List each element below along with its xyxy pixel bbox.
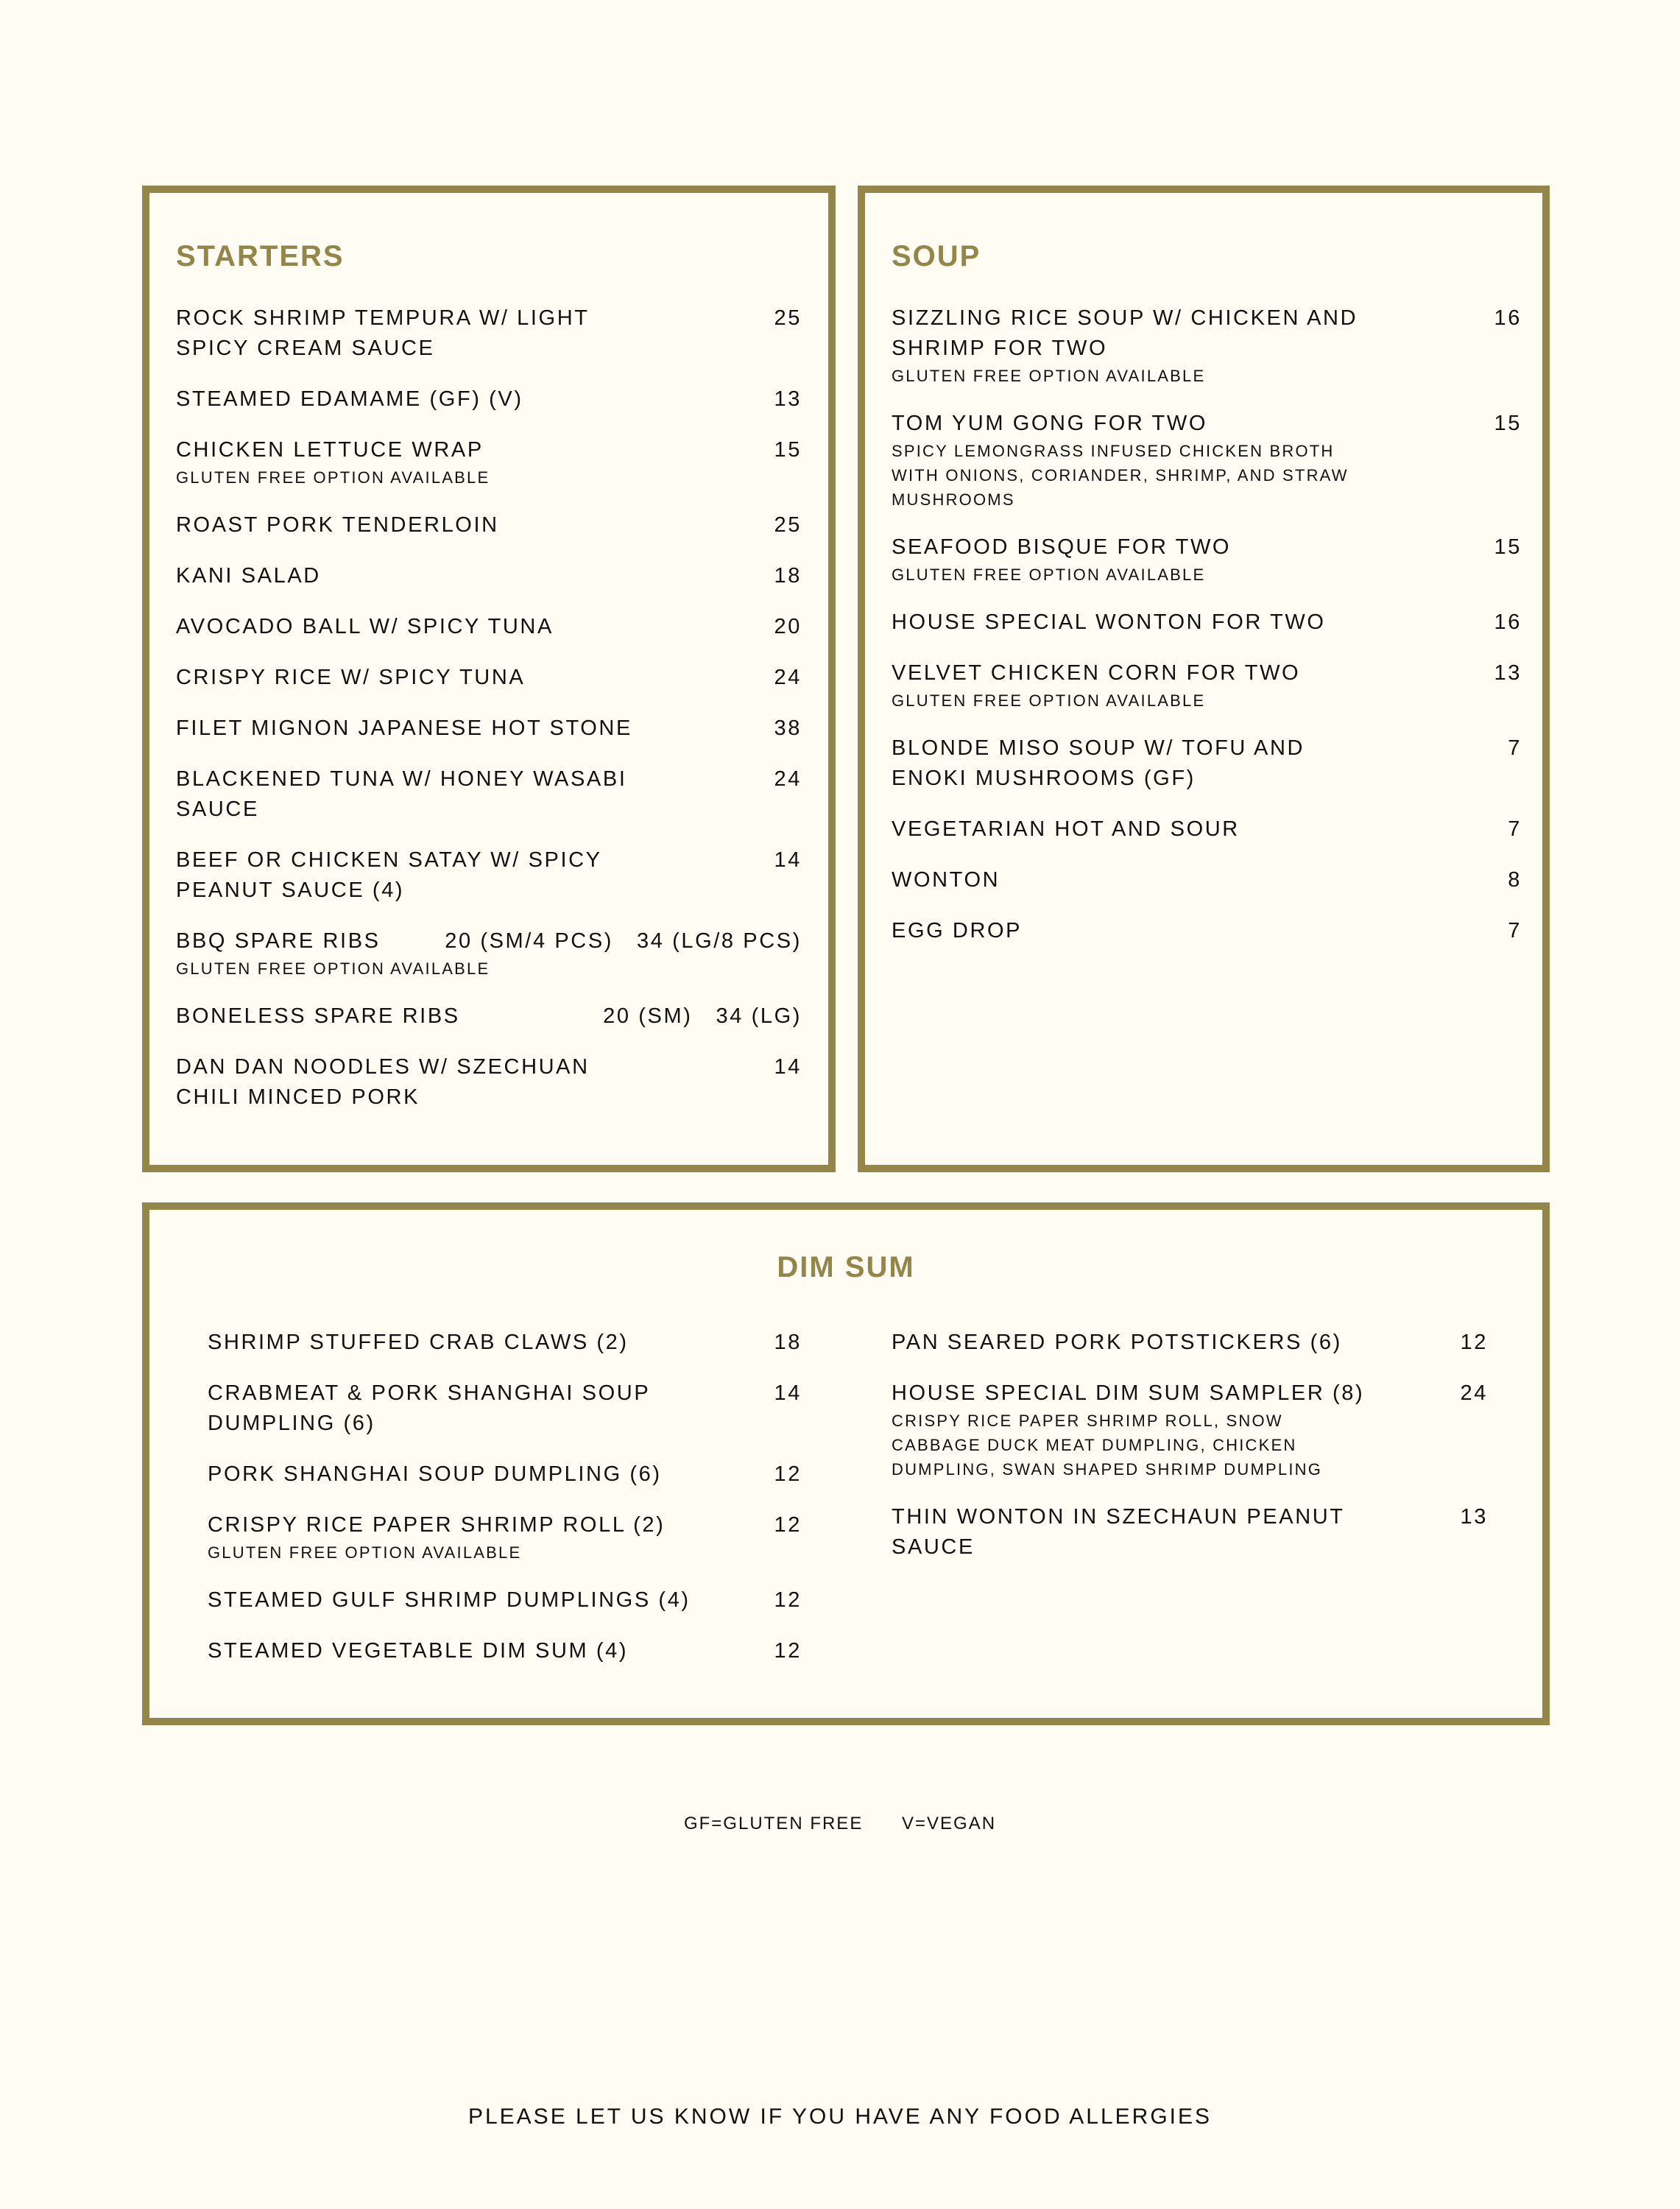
item-note: GLUTEN FREE OPTION AVAILABLE bbox=[208, 1543, 522, 1562]
item-name: CRISPY RICE PAPER SHRIMP ROLL (2) bbox=[208, 1513, 666, 1537]
item-price: 12 bbox=[774, 1588, 802, 1612]
item-price: 13 bbox=[1494, 661, 1522, 685]
item-name: SEAFOOD BISQUE FOR TWO bbox=[892, 535, 1232, 559]
item-price: 25 bbox=[774, 513, 802, 537]
item-note: GLUTEN FREE OPTION AVAILABLE bbox=[176, 959, 490, 978]
item-name: BEEF OR CHICKEN SATAY W/ SPICY PEANUT SAUCE (4) bbox=[176, 848, 602, 902]
item-price: 15 bbox=[1494, 535, 1522, 559]
item-price: 20 (SM/4 PCS) 34 (LG/8 PCS) bbox=[445, 929, 802, 953]
item-price: 7 bbox=[1508, 736, 1522, 760]
item-price: 20 (SM) 34 (LG) bbox=[603, 1004, 802, 1028]
item-price: 12 bbox=[774, 1639, 802, 1663]
item-name: ROAST PORK TENDERLOIN bbox=[176, 513, 499, 537]
item-name: HOUSE SPECIAL WONTON FOR TWO bbox=[892, 610, 1326, 634]
item-name: TOM YUM GONG FOR TWO bbox=[892, 412, 1207, 435]
item-name: STEAMED GULF SHRIMP DUMPLINGS (4) bbox=[208, 1588, 691, 1612]
item-note: CRISPY RICE PAPER SHRIMP ROLL, SNOW CABBAGE DUCK MEAT DUMPLING, CHICKEN DUMPLING, SWAN SHAPED SHRIMP DUMPLING bbox=[892, 1412, 1323, 1479]
item-name: PORK SHANGHAI SOUP DUMPLING (6) bbox=[208, 1462, 662, 1486]
menu-item bbox=[892, 733, 1522, 794]
item-price: 15 bbox=[774, 438, 802, 462]
menu-item bbox=[176, 1052, 802, 1113]
menu-item bbox=[176, 384, 802, 415]
menu-item bbox=[176, 714, 802, 744]
dim-sum-heading: DIM SUM bbox=[777, 1251, 915, 1283]
menu-item bbox=[892, 658, 1522, 713]
menu-item bbox=[892, 1378, 1488, 1482]
menu-item bbox=[892, 814, 1522, 845]
menu-item bbox=[208, 1585, 802, 1616]
item-price: 38 bbox=[774, 716, 802, 740]
item-price: 12 bbox=[774, 1513, 802, 1537]
item-price: 16 bbox=[1494, 610, 1522, 634]
item-price: 12 bbox=[1460, 1331, 1488, 1354]
item-price: 24 bbox=[774, 767, 802, 791]
item-price: 13 bbox=[1460, 1505, 1488, 1529]
menu-item bbox=[176, 435, 802, 490]
item-price: 18 bbox=[774, 564, 802, 588]
soup-section bbox=[858, 186, 1550, 1172]
item-price: 12 bbox=[774, 1462, 802, 1486]
diet-legend bbox=[0, 1814, 1680, 1834]
item-name: FILET MIGNON JAPANESE HOT STONE bbox=[176, 716, 632, 740]
item-name: STEAMED EDAMAME (GF) (V) bbox=[176, 387, 523, 411]
item-name: KANI SALAD bbox=[176, 564, 321, 588]
item-price: 20 bbox=[774, 615, 802, 638]
item-name: PAN SEARED PORK POTSTICKERS (6) bbox=[892, 1331, 1342, 1354]
item-name: WONTON bbox=[892, 868, 1000, 892]
item-price: 13 bbox=[774, 387, 802, 411]
starters-section bbox=[142, 186, 836, 1172]
item-name: STEAMED VEGETABLE DIM SUM (4) bbox=[208, 1639, 629, 1663]
menu-item bbox=[176, 663, 802, 693]
allergy-notice: PLEASE LET US KNOW IF YOU HAVE ANY FOOD ALLERGIES bbox=[467, 2104, 1213, 2129]
item-price: 8 bbox=[1508, 868, 1522, 892]
menu-item bbox=[176, 612, 802, 642]
menu-item bbox=[176, 510, 802, 540]
item-name: CHICKEN LETTUCE WRAP bbox=[176, 438, 484, 462]
item-name: SIZZLING RICE SOUP W/ CHICKEN AND SHRIMP FOR TWO bbox=[892, 306, 1358, 360]
menu-item bbox=[208, 1328, 802, 1358]
item-price: 14 bbox=[774, 848, 802, 872]
item-price: 14 bbox=[774, 1055, 802, 1079]
item-name: BONELESS SPARE RIBS bbox=[176, 1004, 460, 1028]
menu-item bbox=[892, 1328, 1488, 1358]
item-name: CRISPY RICE W/ SPICY TUNA bbox=[176, 666, 526, 689]
item-price: 18 bbox=[774, 1331, 802, 1354]
item-name: DAN DAN NOODLES W/ SZECHUAN CHILI MINCED PORK bbox=[176, 1055, 590, 1109]
item-note: GLUTEN FREE OPTION AVAILABLE bbox=[892, 367, 1206, 385]
item-name: ROCK SHRIMP TEMPURA W/ LIGHT SPICY CREAM SAUCE bbox=[176, 306, 590, 360]
menu-item bbox=[176, 1001, 802, 1032]
item-name: BBQ SPARE RIBS bbox=[176, 929, 381, 953]
item-price: 15 bbox=[1494, 412, 1522, 435]
dim-sum-right-list bbox=[892, 1328, 1488, 1583]
menu-item bbox=[208, 1510, 802, 1565]
legend-gluten-free: GF=GLUTEN FREE bbox=[683, 1814, 864, 1833]
menu-item bbox=[892, 409, 1522, 512]
item-price: 24 bbox=[774, 666, 802, 689]
item-price: 25 bbox=[774, 306, 802, 330]
item-price: 7 bbox=[1508, 919, 1522, 943]
item-name: VELVET CHICKEN CORN FOR TWO bbox=[892, 661, 1301, 685]
item-name: BLACKENED TUNA W/ HONEY WASABI SAUCE bbox=[176, 767, 627, 821]
item-name: AVOCADO BALL W/ SPICY TUNA bbox=[176, 615, 554, 638]
item-note: SPICY LEMONGRASS INFUSED CHICKEN BROTH WITH ONIONS, CORIANDER, SHRIMP, AND STRAW MUSHROOMS bbox=[892, 442, 1349, 509]
soup-list bbox=[892, 303, 1522, 967]
menu-item bbox=[208, 1459, 802, 1490]
dim-sum-section bbox=[142, 1202, 1550, 1725]
menu-item bbox=[176, 303, 802, 364]
item-name: EGG DROP bbox=[892, 919, 1023, 943]
starters-heading: STARTERS bbox=[176, 240, 345, 272]
item-note: GLUTEN FREE OPTION AVAILABLE bbox=[176, 468, 490, 487]
item-price: 24 bbox=[1460, 1381, 1488, 1405]
item-name: THIN WONTON IN SZECHAUN PEANUT SAUCE bbox=[892, 1505, 1345, 1559]
item-name: CRABMEAT & PORK SHANGHAI SOUP DUMPLING (6) bbox=[208, 1381, 650, 1435]
soup-heading: SOUP bbox=[892, 240, 981, 272]
menu-item bbox=[892, 1502, 1488, 1562]
starters-list bbox=[176, 303, 802, 1133]
item-price: 7 bbox=[1508, 817, 1522, 841]
item-price: 14 bbox=[774, 1381, 802, 1405]
menu-item bbox=[892, 303, 1522, 388]
item-name: HOUSE SPECIAL DIM SUM SAMPLER (8) bbox=[892, 1381, 1365, 1405]
menu-item bbox=[208, 1378, 802, 1439]
menu-item bbox=[892, 532, 1522, 587]
menu-item bbox=[892, 916, 1522, 946]
menu-item bbox=[176, 764, 802, 825]
menu-item bbox=[892, 607, 1522, 638]
item-name: SHRIMP STUFFED CRAB CLAWS (2) bbox=[208, 1331, 629, 1354]
menu-item bbox=[176, 845, 802, 906]
menu-item bbox=[892, 865, 1522, 895]
legend-vegan: V=VEGAN bbox=[902, 1814, 997, 1833]
menu-item bbox=[176, 926, 802, 981]
item-name: VEGETARIAN HOT AND SOUR bbox=[892, 817, 1240, 841]
item-price: 16 bbox=[1494, 306, 1522, 330]
item-note: GLUTEN FREE OPTION AVAILABLE bbox=[892, 566, 1206, 584]
item-note: GLUTEN FREE OPTION AVAILABLE bbox=[892, 691, 1206, 710]
dim-sum-left-list bbox=[208, 1328, 802, 1687]
item-name: BLONDE MISO SOUP W/ TOFU AND ENOKI MUSHROOMS (GF) bbox=[892, 736, 1305, 790]
menu-item bbox=[176, 561, 802, 591]
menu-item bbox=[208, 1636, 802, 1666]
